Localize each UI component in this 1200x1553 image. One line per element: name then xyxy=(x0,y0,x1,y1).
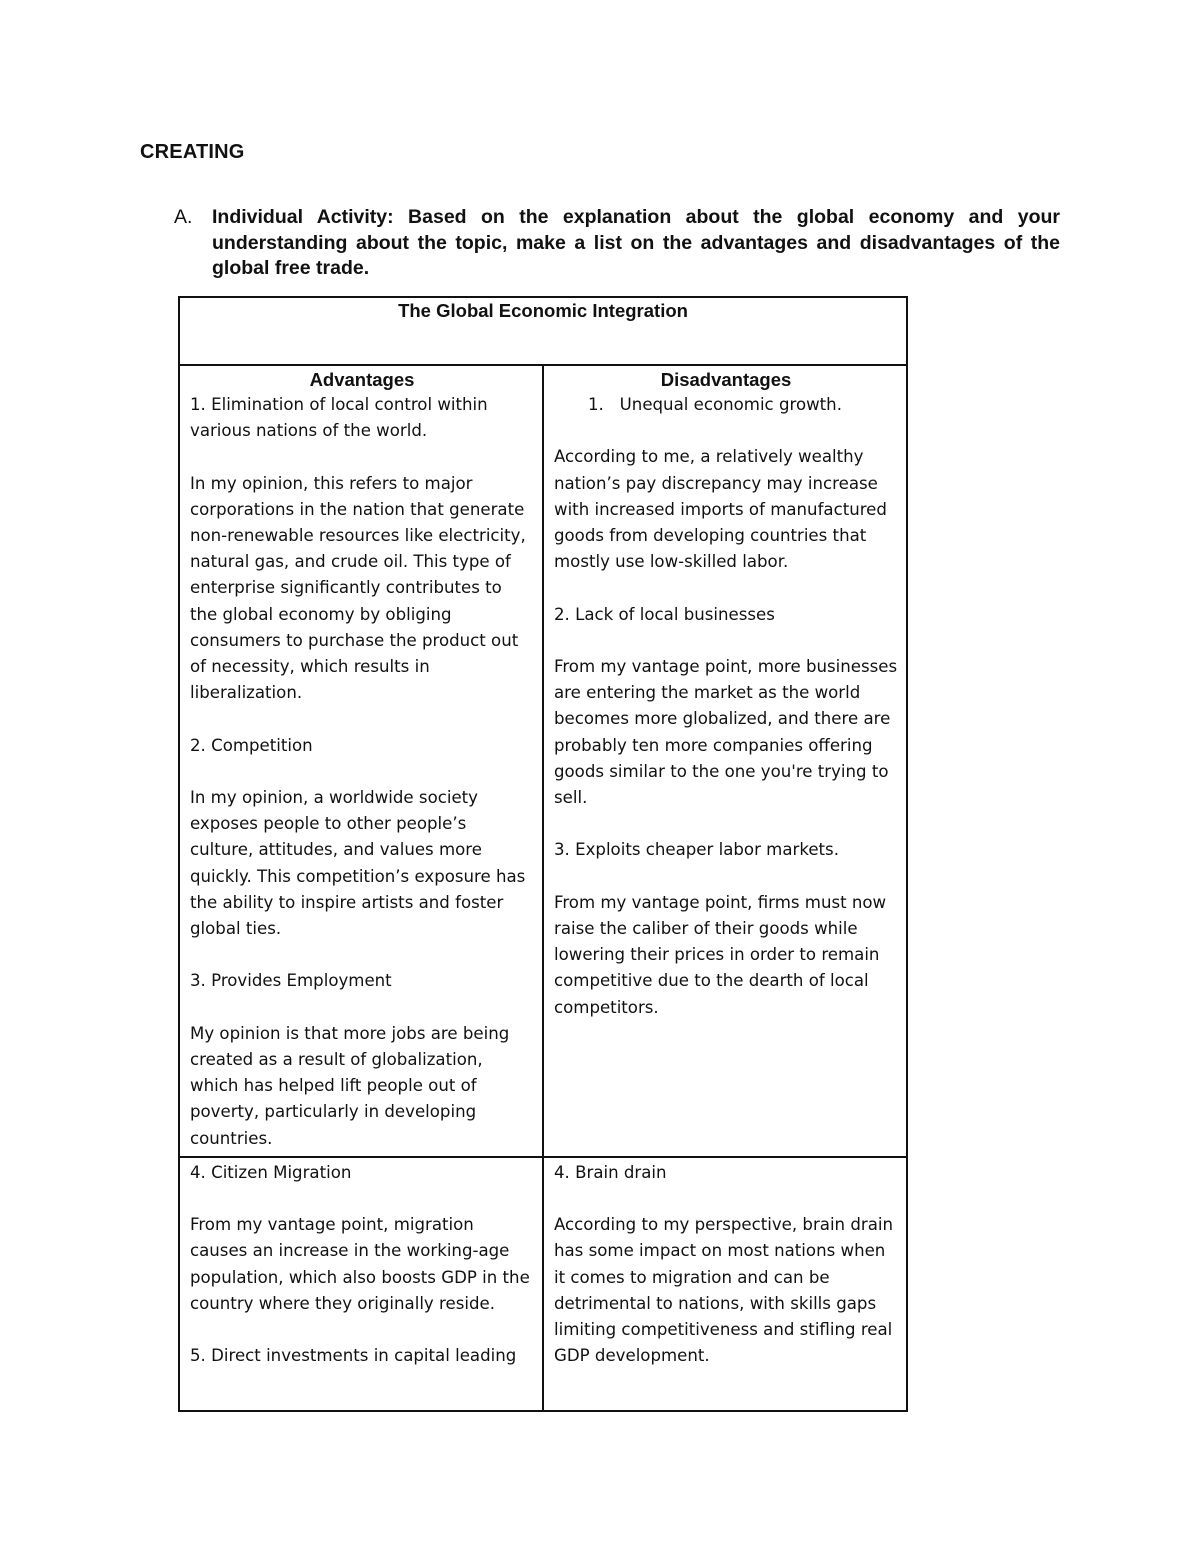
disadvantages-cell xyxy=(543,365,907,1157)
table-title: The Global Economic Integration xyxy=(179,297,907,365)
advantage-item: 3. Provides Employment xyxy=(190,971,392,991)
disadvantages-header: Disadvantages xyxy=(660,369,792,390)
advantage-item: 4. Citizen Migration xyxy=(190,1162,352,1182)
disadvantage-item: 2. Lack of local businesses xyxy=(554,604,775,624)
disadvantage-explanation: According to me, a relatively wealthy nation’s pay discrepancy may increase with increased imports of manufactured goods from developing countries that mostly use low-skilled labor. xyxy=(554,447,887,572)
disadvantage-item: 4. Brain drain xyxy=(554,1162,667,1182)
advantage-item: 1. Elimination of local control within various nations of the world. xyxy=(190,395,488,441)
activity-instruction xyxy=(174,205,1060,282)
disadvantage-item: 1. Unequal economic growth. xyxy=(588,395,842,414)
section-title: CREATING xyxy=(140,141,245,163)
advantage-explanation: In my opinion, this refers to major corporations in the nation that generate non-renewable resources like electricity, natural gas, and crude oil. This type of enterprise significantly contributes to the global economy by obliging consumers to purchase the product out of necessity, which results in liberalization. xyxy=(190,473,526,703)
integration-table xyxy=(178,296,908,1412)
advantages-cell xyxy=(179,365,543,1157)
disadvantage-item: 3. Exploits cheaper labor markets. xyxy=(554,840,839,860)
instruction-text: Individual Activity: Based on the explanation about the global economy and your understanding about the topic, make a list on the advantages and disadvantages of the global free trade. xyxy=(212,206,1060,279)
disadvantage-explanation: From my vantage point, firms must now raise the caliber of their goods while lowering their prices in order to remain competitive due to the dearth of local competitors. xyxy=(554,892,887,1017)
advantages-continued-cell xyxy=(179,1157,543,1411)
disadvantage-explanation: According to my perspective, brain drain has some impact on most nations when it comes to migration and can be detrimental to nations, with skills gaps limiting competitiveness and stifling real GDP development. xyxy=(554,1215,893,1366)
instruction-marker: A. xyxy=(174,206,193,228)
disadvantages-continued-cell xyxy=(543,1157,907,1411)
advantage-explanation: From my vantage point, migration causes an increase in the working-age population, which also boosts GDP in the country where they originally reside. xyxy=(190,1215,530,1313)
advantage-explanation: In my opinion, a worldwide society exposes people to other people’s culture, attitudes, and values more quickly. This competition’s exposure has the ability to inspire artists and foster global ties. xyxy=(190,788,526,939)
advantages-header: Advantages xyxy=(309,369,415,390)
advantage-item: 2. Competition xyxy=(190,735,313,755)
advantage-explanation: My opinion is that more jobs are being created as a result of globalization, which has helped lift people out of poverty, particularly in developing countries. xyxy=(190,1023,510,1148)
disadvantage-explanation: From my vantage point, more businesses are entering the market as the world becomes more globalized, and there are probably ten more companies offering goods similar to the one you're trying to sell. xyxy=(554,656,898,807)
advantage-item: 5. Direct investments in capital leading xyxy=(190,1346,517,1366)
